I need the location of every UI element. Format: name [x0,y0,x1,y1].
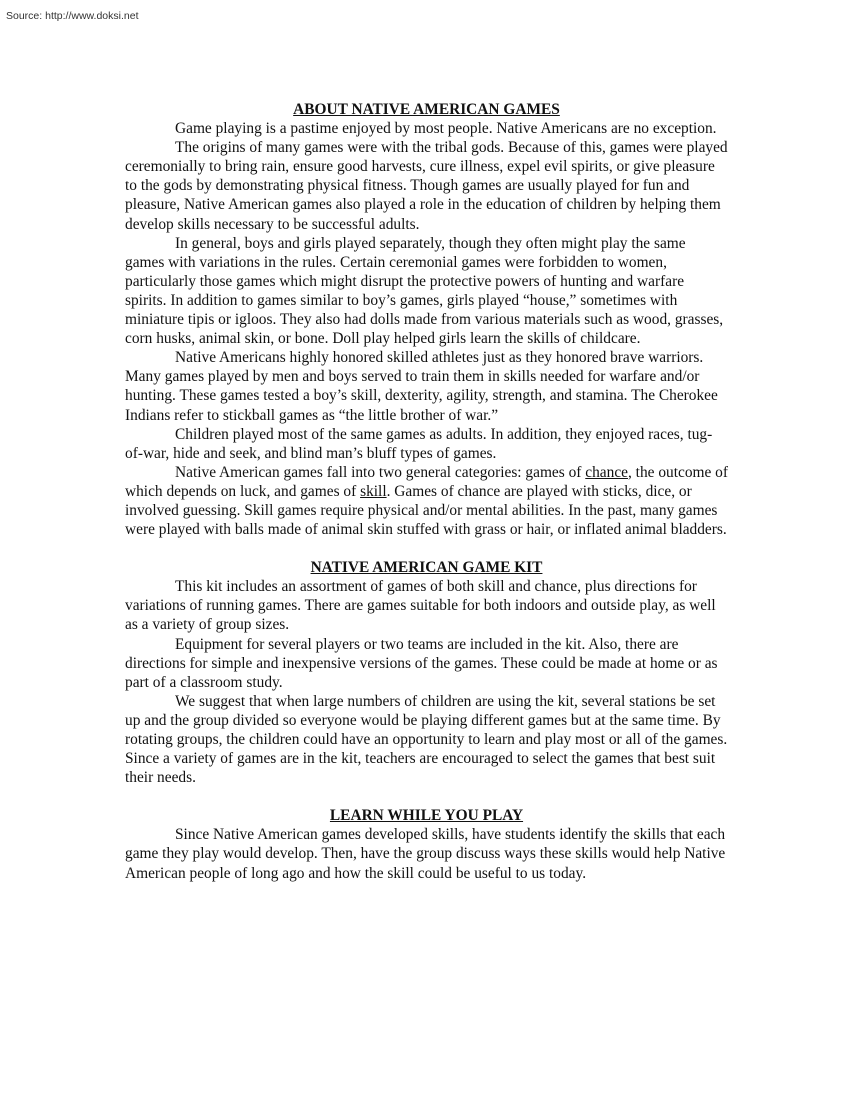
paragraph-kit-contents: This kit includes an assortment of games of both skill and chance, plus directions for variations of running games. There are games suitable for both indoors and outside play, as well as a variety of group sizes. [125,578,716,634]
paragraph-origins: The origins of many games were with the tribal gods. Because of this, games were played ceremonially to bring rain, ensure good harvests, cure illness, expel evil spirits, or give pleasure to the gods by demonstrating physical fitness. Though games are usually played for fun and pleasure, Native American games also played a role in the education of children by helping them develop skills necessary to be successful adults. [125,139,728,233]
document-page [125,100,728,883]
paragraph-intro: Game playing is a pastime enjoyed by most people. Native Americans are no exception. [175,120,717,138]
term-skill: skill [360,482,387,500]
paragraph-children: Children played most of the same games as adults. In addition, they enjoyed races, tug-of-war, hide and seek, and blind man’s bluff types of games. [125,425,713,462]
categories-text-part3: . Games of chance are played with sticks, dice, or involved guessing. Skill games require physical and/or mental abilities. In the past, many games were played with balls made of animal skin stuffed with grass or hair, or inflated animal bladders. [125,482,727,539]
categories-text-part2: , the outcome of which depends on luck, and games of [125,463,728,500]
section-spacer [125,539,728,558]
section-heading-game-kit: NATIVE AMERICAN GAME KIT [310,559,543,577]
section-spacer [125,787,728,806]
categories-text-part1: Native American games fall into two general categories: games of [175,463,586,481]
term-chance: chance [585,463,628,481]
paragraph-learn-skills: Since Native American games developed skills, have students identify the skills that each game they play would develop. Then, have the group discuss ways these skills would help Native American people of long ago and how the skill could be useful to us today. [125,826,726,882]
paragraph-boys-and-girls: In general, boys and girls played separately, though they often might play the same games with variations in the rules. Certain ceremonial games were forbidden to women, particularly those games which might disrupt the protective powers of hunting and warfare spirits. In addition to games similar to boy’s games, girls played “house,” sometimes with miniature tipis or igloos. They also had dolls made from various materials such as wood, grasses, corn husks, animal skin, or bone. Doll play helped girls learn the skills of childcare. [125,234,724,348]
section-heading-about-games: ABOUT NATIVE AMERICAN GAMES [293,101,560,118]
paragraph-athletes: Native Americans highly honored skilled athletes just as they honored brave warriors. Many games played by men and boys served to train them in skills needed for warfare and/or hunting. These games tested a boy’s skill, dexterity, agility, strength, and stamina. The Cherokee Indians refer to stickball games as “the little brother of war.” [125,349,718,424]
section-heading-learn-while-play: LEARN WHILE YOU PLAY [329,807,524,825]
paragraph-kit-equipment: Equipment for several players or two teams are included in the kit. Also, there are directions for simple and inexpensive versions of the games. These could be made at home or as part of a classroom study. [125,635,718,691]
paragraph-kit-stations: We suggest that when large numbers of children are using the kit, several stations be set up and the group divided so everyone would be playing different games but at the same time. By rotating groups, the children could have an opportunity to learn and play most or all of the games. Since a variety of games are in the kit, teachers are encouraged to select the games that best suit their needs. [125,692,728,787]
paragraph-categories [125,463,728,539]
source-note: Source: http://www.doksi.net [6,10,139,22]
